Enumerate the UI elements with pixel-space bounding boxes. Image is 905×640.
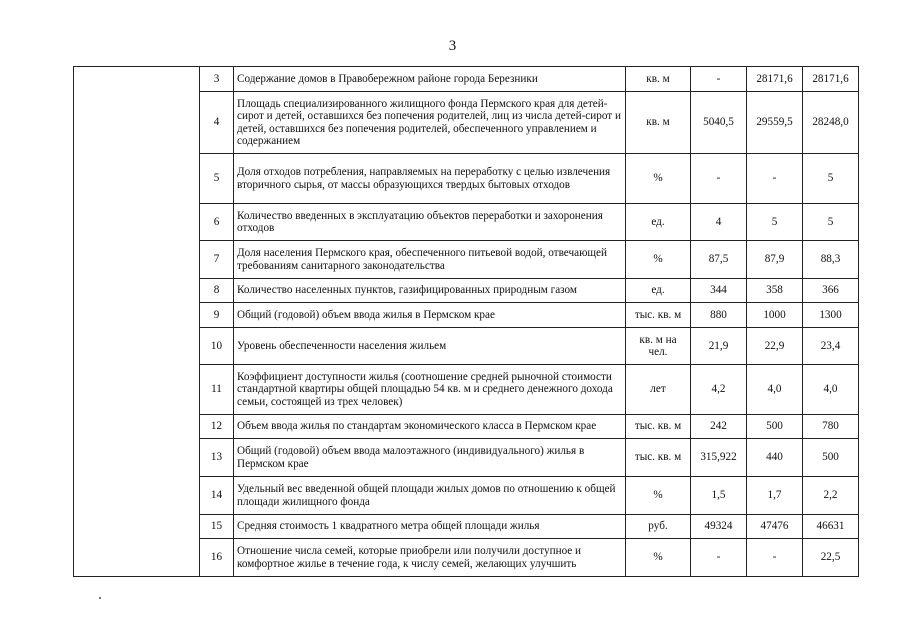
value-3-cell: 366 [803,279,859,303]
indicator-name-cell: Отношение числа семей, которые приобрели или получили доступное и комфортное жилье в течение года, к числу семей, желающих улучшить [234,539,626,577]
indicator-name-cell: Средняя стоимость 1 квадратного метра общей площади жилья [234,515,626,539]
unit-cell: % [626,477,691,515]
value-1-cell: 87,5 [691,241,747,279]
value-3-cell: 2,2 [803,477,859,515]
value-3-cell: 5 [803,154,859,204]
value-3-cell: 46631 [803,515,859,539]
row-number-cell: 8 [200,279,234,303]
unit-cell: тыс. кв. м [626,415,691,439]
value-1-cell: 880 [691,303,747,328]
unit-cell: % [626,241,691,279]
value-2-cell: 4,0 [747,365,803,415]
value-3-cell: 22,5 [803,539,859,577]
row-number-cell: 13 [200,439,234,477]
indicator-name-cell: Общий (годовой) объем ввода жилья в Пермском крае [234,303,626,328]
value-1-cell: - [691,539,747,577]
value-3-cell: 28248,0 [803,92,859,154]
value-2-cell: 440 [747,439,803,477]
value-3-cell: 780 [803,415,859,439]
indicator-name-cell: Коэффициент доступности жилья (соотношение средней рыночной стоимости стандартной квартиры общей площадью 54 кв. м и среднего денежного дохода семьи, состоящей из трех человек) [234,365,626,415]
indicator-name-cell: Количество введенных в эксплуатацию объектов переработки и захоронения отходов [234,204,626,241]
row-number-cell: 11 [200,365,234,415]
value-2-cell: - [747,154,803,204]
value-2-cell: 47476 [747,515,803,539]
unit-cell: % [626,539,691,577]
row-number-cell: 15 [200,515,234,539]
value-2-cell: 1,7 [747,477,803,515]
indicator-name-cell: Объем ввода жилья по стандартам экономического класса в Пермском крае [234,415,626,439]
indicator-name-cell: Содержание домов в Правобережном районе города Березники [234,67,626,92]
row-number-cell: 4 [200,92,234,154]
value-3-cell: 5 [803,204,859,241]
value-1-cell: 5040,5 [691,92,747,154]
unit-cell: лет [626,365,691,415]
indicator-name-cell: Количество населенных пунктов, газифицированных природным газом [234,279,626,303]
value-2-cell: 1000 [747,303,803,328]
page-number: 3 [448,38,457,54]
indicators-table [73,66,859,577]
value-3-cell: 500 [803,439,859,477]
row-number-cell: 5 [200,154,234,204]
scan-speck [99,597,101,599]
indicator-name-cell: Доля отходов потребления, направляемых на переработку с целью извлечения вторичного сырья, от массы образующихся твердых бытовых отходов [234,154,626,204]
row-number-cell: 14 [200,477,234,515]
value-2-cell: 28171,6 [747,67,803,92]
value-3-cell: 28171,6 [803,67,859,92]
value-1-cell: - [691,67,747,92]
unit-cell: кв. м [626,67,691,92]
unit-cell: кв. м на чел. [626,328,691,365]
value-1-cell: 1,5 [691,477,747,515]
indicator-name-cell: Площадь специализированного жилищного фонда Пермского края для детей-сирот и детей, оставшихся без попечения родителей, лиц из числа детей-сирот и детей, оставшихся без попечения родителей, обеспеченного управлением и содержанием [234,92,626,154]
value-1-cell: 315,922 [691,439,747,477]
empty-left-cell [74,67,200,577]
value-3-cell: 88,3 [803,241,859,279]
value-2-cell: 22,9 [747,328,803,365]
unit-cell: % [626,154,691,204]
table-row [74,67,859,92]
value-1-cell: - [691,154,747,204]
value-1-cell: 4,2 [691,365,747,415]
indicator-name-cell: Удельный вес введенной общей площади жилых домов по отношению к общей площади жилищного фонда [234,477,626,515]
row-number-cell: 16 [200,539,234,577]
row-number-cell: 3 [200,67,234,92]
row-number-cell: 10 [200,328,234,365]
row-number-cell: 12 [200,415,234,439]
value-2-cell: 500 [747,415,803,439]
indicator-name-cell: Общий (годовой) объем ввода малоэтажного (индивидуального) жилья в Пермском крае [234,439,626,477]
row-number-cell: 7 [200,241,234,279]
value-1-cell: 242 [691,415,747,439]
value-3-cell: 1300 [803,303,859,328]
value-1-cell: 21,9 [691,328,747,365]
value-3-cell: 4,0 [803,365,859,415]
value-2-cell: 87,9 [747,241,803,279]
unit-cell: тыс. кв. м [626,439,691,477]
indicator-name-cell: Уровень обеспеченности населения жильем [234,328,626,365]
value-2-cell: - [747,539,803,577]
indicator-name-cell: Доля населения Пермского края, обеспеченного питьевой водой, отвечающей требованиям санитарного законодательства [234,241,626,279]
row-number-cell: 9 [200,303,234,328]
value-1-cell: 4 [691,204,747,241]
value-1-cell: 49324 [691,515,747,539]
value-2-cell: 5 [747,204,803,241]
value-3-cell: 23,4 [803,328,859,365]
unit-cell: ед. [626,279,691,303]
unit-cell: руб. [626,515,691,539]
value-2-cell: 358 [747,279,803,303]
value-2-cell: 29559,5 [747,92,803,154]
unit-cell: кв. м [626,92,691,154]
value-1-cell: 344 [691,279,747,303]
unit-cell: тыс. кв. м [626,303,691,328]
row-number-cell: 6 [200,204,234,241]
unit-cell: ед. [626,204,691,241]
